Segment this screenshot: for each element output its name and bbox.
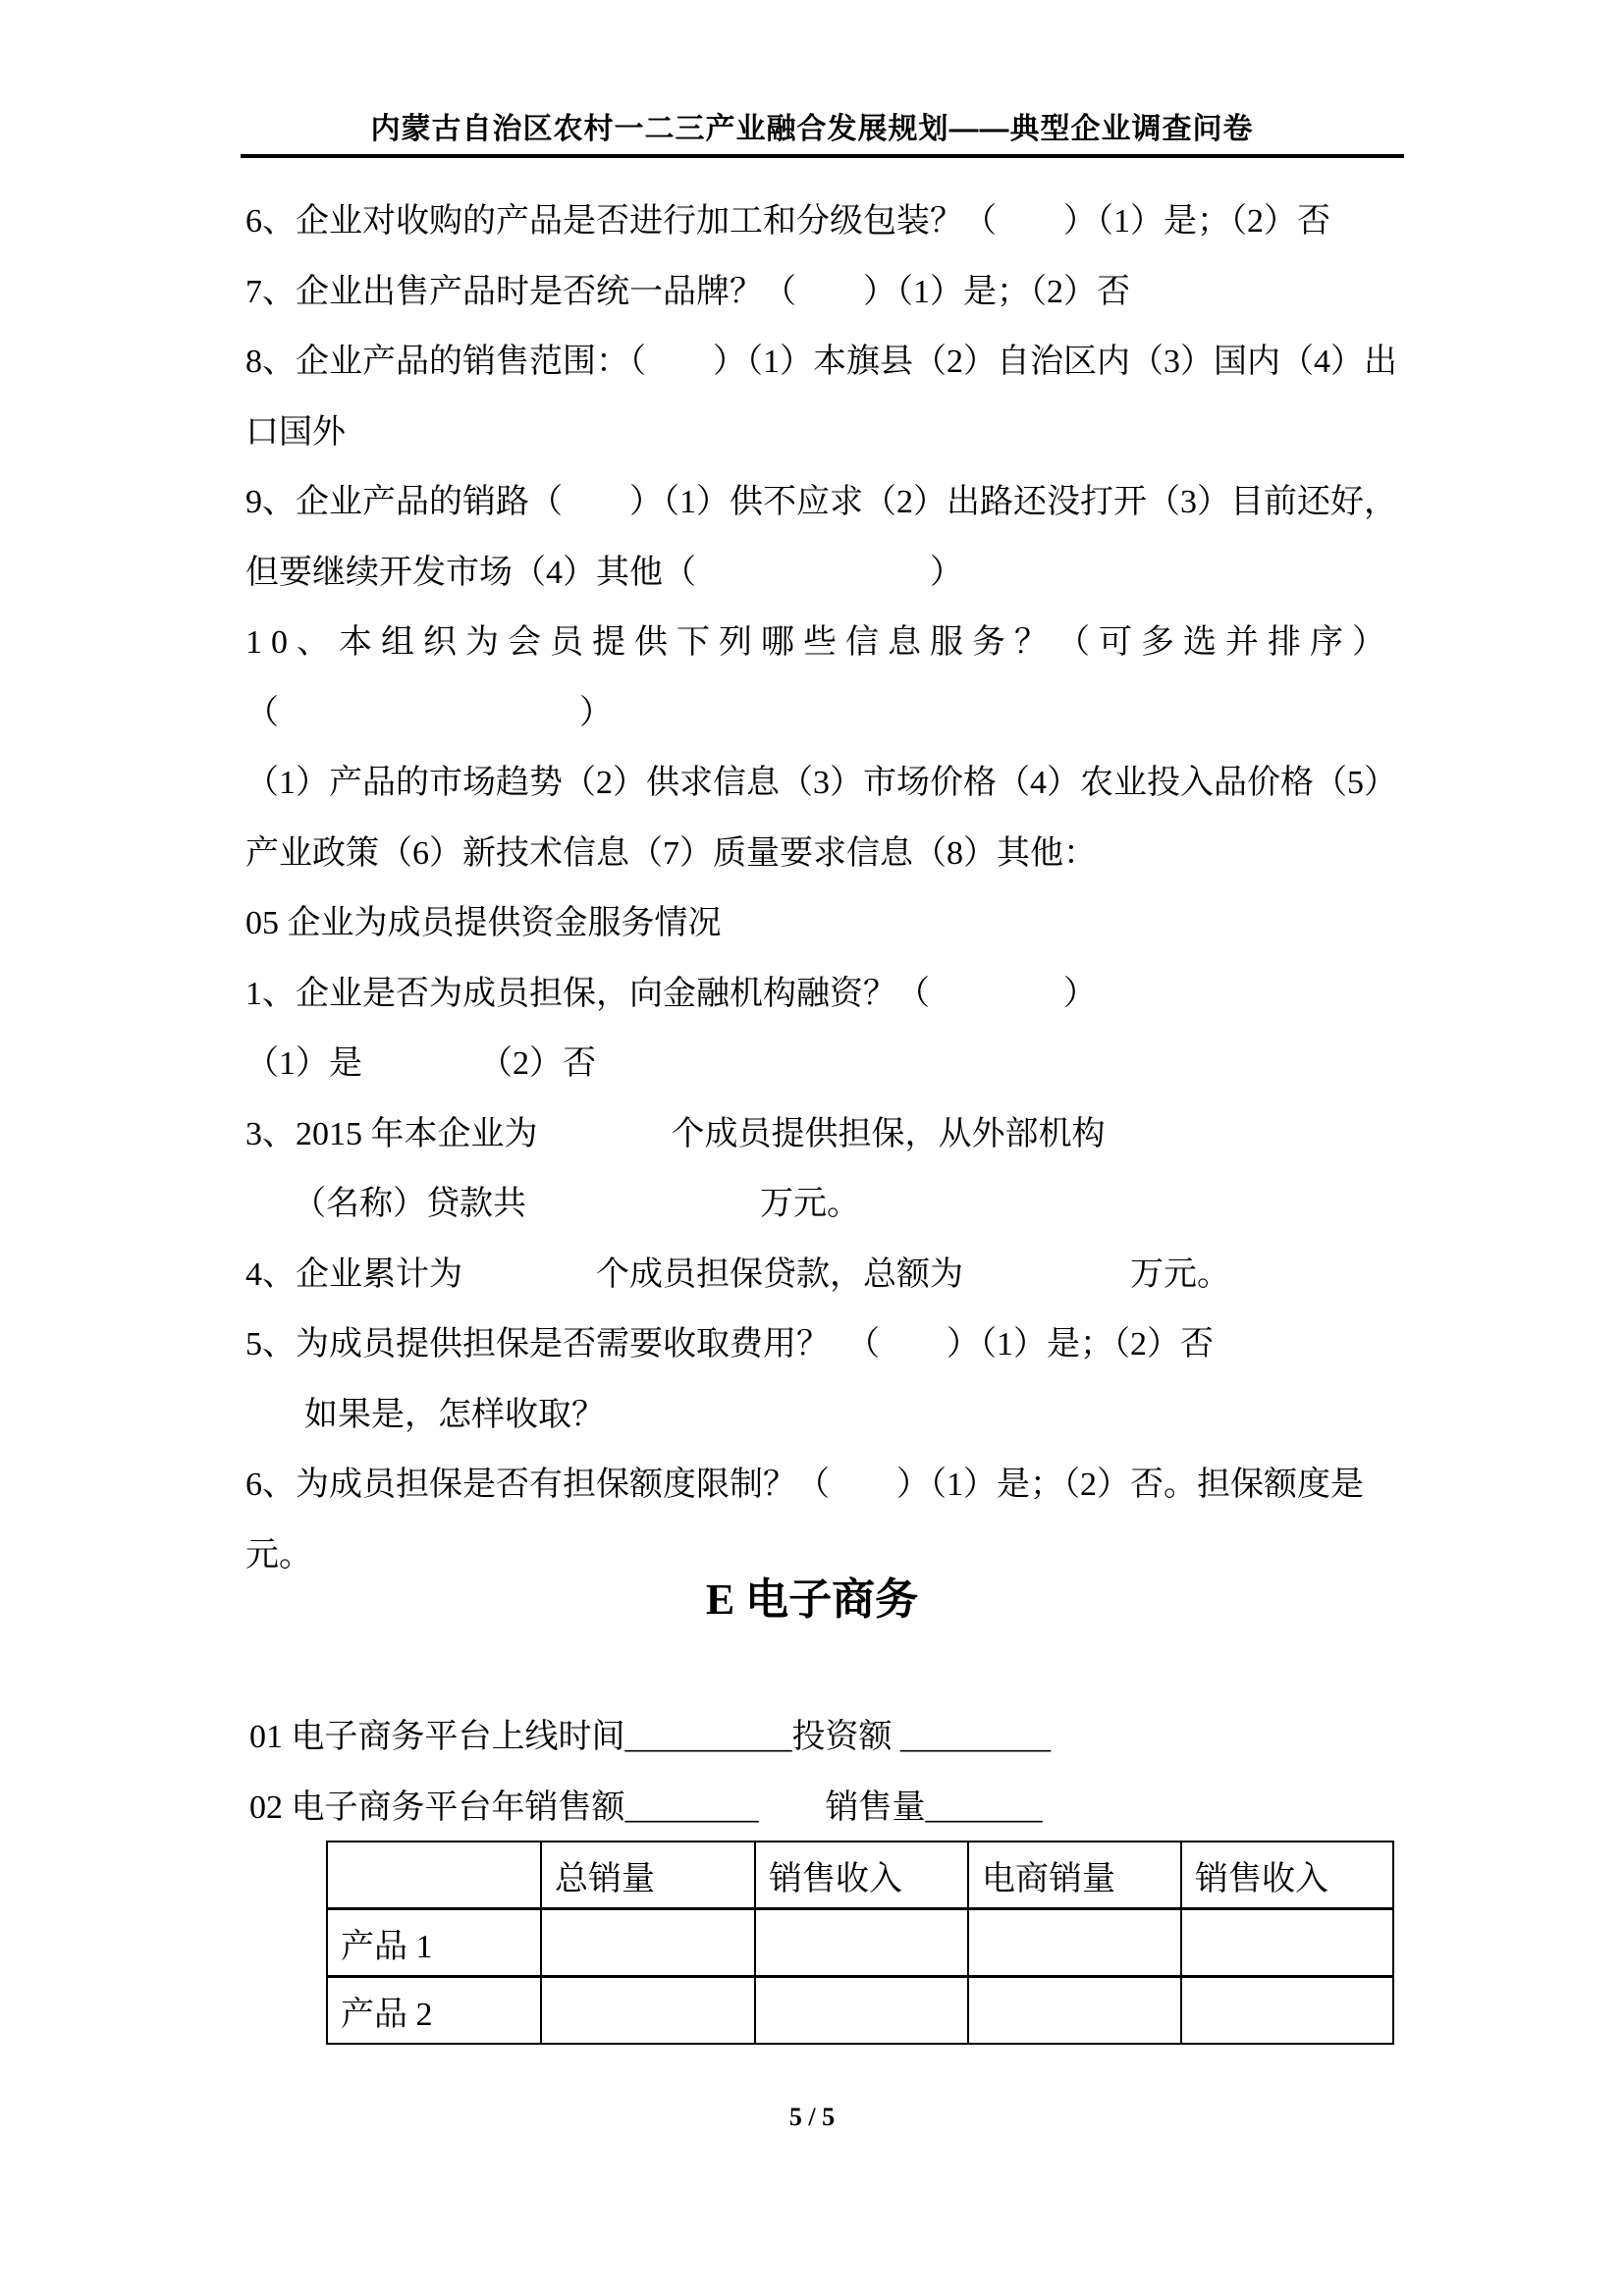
- question-9-sales-channel: 9、企业产品的销路（ ）（1）供不应求（2）出路还没打开（3）目前还好，: [245, 484, 1397, 520]
- product-sales-table: [326, 1841, 1394, 2045]
- question-6-guarantee-limit: 6、为成员担保是否有担保额度限制？（ ）（1）是；（2）否。担保额度是: [245, 1467, 1364, 1503]
- empty-cell: [755, 1977, 968, 2045]
- question-5-guarantee-fee: 5、为成员提供担保是否需要收取费用？ （ ）（1）是；（2）否: [245, 1326, 1214, 1362]
- empty-cell: [1181, 1977, 1393, 2045]
- header-rule: [241, 154, 1404, 158]
- section-05-heading: 05 企业为成员提供资金服务情况: [245, 905, 722, 941]
- empty-cell: [968, 1909, 1181, 1977]
- question-8-sales-scope-wrap: 口国外: [245, 413, 346, 451]
- question-3-loan-amount: （名称）贷款共 万元。: [293, 1186, 860, 1222]
- question-list: [245, 187, 1410, 1590]
- question-1-options: （1）是 （2）否: [245, 1045, 596, 1082]
- table-header-row: [327, 1842, 1393, 1909]
- ecom-line-02-annual-sales: 02 电子商务平台年销售额________ 销售量_______: [249, 1789, 1043, 1826]
- empty-cell: [755, 1909, 968, 1977]
- section-e-heading: E 电子商务: [705, 1575, 919, 1624]
- table-header-empty: [327, 1842, 541, 1909]
- ecom-line-01-launch-time: 01 电子商务平台上线时间__________投资额 _________: [249, 1719, 1051, 1755]
- question-3-guarantee-2015: 3、2015 年本企业为 个成员提供担保，从外部机构: [245, 1115, 1106, 1152]
- question-10-options-wrap: 产业政策（6）新技术信息（7）质量要求信息（8）其他：: [245, 834, 1097, 872]
- table-row-product-2: [327, 1977, 1393, 2045]
- row-label-product-2: 产品 2: [327, 1977, 541, 2045]
- table-row-product-1: [327, 1909, 1393, 1977]
- question-9-sales-channel-wrap: 但要继续开发市场（4）其他（ ）: [245, 554, 963, 591]
- question-6-guarantee-limit-wrap: 元。: [245, 1536, 312, 1574]
- question-6-processing-packaging: 6、企业对收购的产品是否进行加工和分级包装？（ ）（1）是；（2）否: [245, 203, 1330, 240]
- question-1-guarantee-financing: 1、企业是否为成员担保，向金融机构融资？（ ）: [245, 975, 1097, 1012]
- question-10-options: （1）产品的市场趋势（2）供求信息（3）市场价格（4）农业投入品价格（5）: [245, 765, 1397, 801]
- question-7-unified-brand: 7、企业出售产品时是否统一品牌？（ ）（1）是；（2）否: [245, 273, 1130, 310]
- question-5-fee-how: 如果是，怎样收取？: [304, 1396, 605, 1433]
- table-header-ecommerce-volume: 电商销量: [968, 1842, 1181, 1909]
- ecommerce-questions: [249, 1702, 1051, 1842]
- table-header-ecommerce-revenue: 销售收入: [1181, 1842, 1393, 1909]
- question-10-answer-blank: （ ）: [245, 694, 613, 731]
- table-header-total-sales-volume: 总销量: [541, 1842, 755, 1909]
- question-8-sales-scope: 8、企业产品的销售范围：（ ）（1）本旗县（2）自治区内（3）国内（4）出: [245, 344, 1397, 380]
- question-4-cumulative-guarantee: 4、企业累计为 个成员担保贷款，总额为 万元。: [245, 1255, 1230, 1293]
- empty-cell: [1181, 1909, 1393, 1977]
- empty-cell: [541, 1977, 755, 2045]
- row-label-product-1: 产品 1: [327, 1909, 541, 1977]
- page-number: 5 / 5: [788, 2103, 836, 2131]
- doc-header-title: 内蒙古自治区农村一二三产业融合发展规划——典型企业调查问卷: [370, 113, 1254, 145]
- empty-cell: [541, 1909, 755, 1977]
- question-10-info-services: 10、本组织为会员提供下列哪些信息服务？（可多选并排序）: [245, 624, 1394, 661]
- table-header-sales-revenue: 销售收入: [755, 1842, 968, 1909]
- empty-cell: [968, 1977, 1181, 2045]
